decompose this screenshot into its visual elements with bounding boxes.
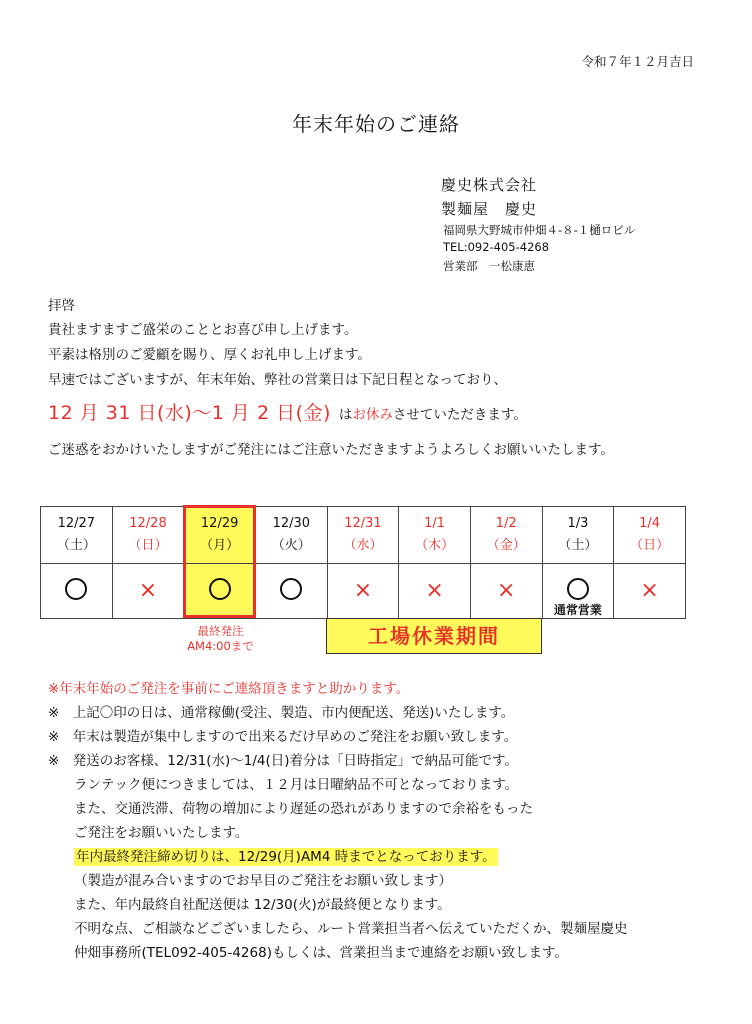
calendar-status-cell: [41, 564, 113, 619]
deadline-note-line1: 最終発注: [197, 624, 244, 638]
calendar-date: 12/28: [129, 516, 167, 531]
calendar-weekday: （土）: [558, 538, 598, 553]
business-calendar: [40, 506, 686, 619]
calendar-date: 12/30: [272, 516, 311, 531]
calendar-date-cell: [399, 507, 471, 564]
calendar-date: 12/31: [344, 516, 382, 531]
body-line-2: 平素は格別のご愛顧を賜り、厚くお礼申し上げます。: [48, 347, 371, 363]
open-circle-icon: [280, 578, 302, 600]
greeting: 拝啓: [48, 298, 75, 314]
calendar-status-cell: [542, 564, 614, 619]
calendar-date: 12/29: [200, 516, 239, 531]
note-8: （製造が混み合いますのでお早目のご発注をお願い致します）: [74, 873, 452, 889]
calendar-weekday: （土）: [56, 538, 96, 553]
closed-cross-icon: ×: [353, 578, 373, 603]
note-9: また、年内最終自社配送便は 12/30(火)が最終便となります。: [74, 897, 451, 913]
calendar-status-cell: [327, 564, 399, 619]
note-2: ※ 年末は製造が集中しますので出来るだけ早めのご発注をお願い致します。: [48, 729, 518, 745]
note-5: また、交通渋滞、荷物の増加により遅延の恐れがありますので余裕をもった: [74, 801, 533, 817]
calendar-date-cell: [470, 507, 542, 564]
calendar-date-cell: [255, 507, 327, 564]
open-circle-icon: [209, 578, 231, 600]
note-10: 不明な点、ご相談などございましたら、ルート営業担当者へ伝えていただくか、製麺屋慶史: [74, 921, 628, 937]
calendar-status-cell: [614, 564, 686, 619]
calendar-date-cell: [41, 507, 113, 564]
company-tel: TEL:092-405-4268: [443, 240, 550, 254]
open-circle-icon: [567, 578, 589, 600]
closed-cross-icon: ×: [425, 578, 444, 603]
calendar-weekday: （月）: [200, 538, 240, 553]
calendar-status-cell: [470, 564, 542, 619]
calendar-date-cell: [112, 507, 184, 564]
calendar-date-cell: [614, 507, 686, 564]
normal-operation-label: 通常営業: [553, 603, 602, 617]
body-line-3: 早速ではございますが、年末年始、弊社の営業日は下記日程となっており、: [48, 372, 507, 388]
calendar-weekday: （日）: [630, 538, 670, 553]
holiday-tail-red: お休み: [352, 407, 393, 423]
holiday-range: 12 月 31 日(水)〜1 月 2 日(金): [48, 402, 331, 424]
deadline-note-line2: AM4:00まで: [187, 639, 254, 653]
note-6: ご発注をお願いいたします。: [74, 825, 249, 841]
body-line-1: 貴社ますますご盛栄のこととお喜び申し上げます。: [48, 322, 358, 338]
note-3: ※ 発送のお客様、12/31(水)〜1/4(日)着分は「日時指定」で納品可能です。: [48, 753, 518, 769]
calendar-date: 1/3: [567, 516, 589, 531]
company-contact: 営業部 一松康恵: [443, 259, 535, 273]
calendar-weekday: （木）: [415, 538, 455, 553]
calendar-date: 1/1: [424, 516, 446, 531]
deadline-note: [183, 624, 258, 654]
holiday-announcement: [48, 398, 527, 425]
company-address: 福岡県大野城市仲畑４-８-１樋ロビル: [443, 223, 636, 237]
note-4: ランテック便につきましては、１２月は日曜納品不可となっております。: [74, 777, 519, 793]
document-date: 令和７年１２月吉日: [581, 54, 694, 69]
closed-cross-icon: ×: [138, 578, 158, 603]
holiday-tail: [339, 407, 527, 423]
shop-name: 製麺屋 慶史: [441, 200, 538, 218]
calendar-date: 1/2: [495, 516, 517, 531]
calendar-date-cell: [542, 507, 614, 564]
open-circle-icon: [65, 578, 87, 600]
note-0: ※年末年始のご発注を事前にご連絡頂きますと助かります。: [48, 681, 410, 697]
document-title: 年末年始のご連絡: [292, 112, 460, 136]
calendar-status-cell: [184, 564, 256, 619]
calendar-weekday: （日）: [128, 538, 168, 553]
calendar-date: 12/27: [57, 516, 96, 531]
calendar-date-cell: [184, 507, 256, 564]
note-1: ※ 上記〇印の日は、通常稼働(受注、製造、市内便配送、発送)いたします。: [48, 705, 515, 721]
calendar-weekday: （水）: [343, 538, 383, 553]
calendar-date-cell: [327, 507, 399, 564]
calendar-status-cell: [112, 564, 184, 619]
company-name: 慶史株式会社: [441, 176, 538, 194]
factory-closure-label: 工場休業期間: [326, 618, 542, 654]
calendar-status-cell: [399, 564, 471, 619]
calendar-date: 1/4: [639, 516, 661, 531]
calendar-status-cell: [255, 564, 327, 619]
note-7-highlighted: [74, 845, 498, 865]
holiday-tail-post: させていただきます。: [392, 407, 527, 423]
deadline-highlight-text: 年内最終発注締め切りは、12/29(月)AM4 時までとなっております。: [76, 849, 496, 865]
body-line-4: ご迷惑をおかけいたしますがご発注にはご注意いただきますようよろしくお願いいたします。: [48, 442, 614, 458]
note-11: 仲畑事務所(TEL092-405-4268)もしくは、営業担当まで連絡をお願い致します。: [74, 945, 568, 961]
holiday-tail-pre: は: [338, 407, 353, 423]
closed-cross-icon: ×: [640, 578, 659, 603]
closed-cross-icon: ×: [497, 578, 516, 603]
calendar-weekday: （金）: [486, 538, 526, 553]
calendar-weekday: （火）: [271, 538, 311, 553]
